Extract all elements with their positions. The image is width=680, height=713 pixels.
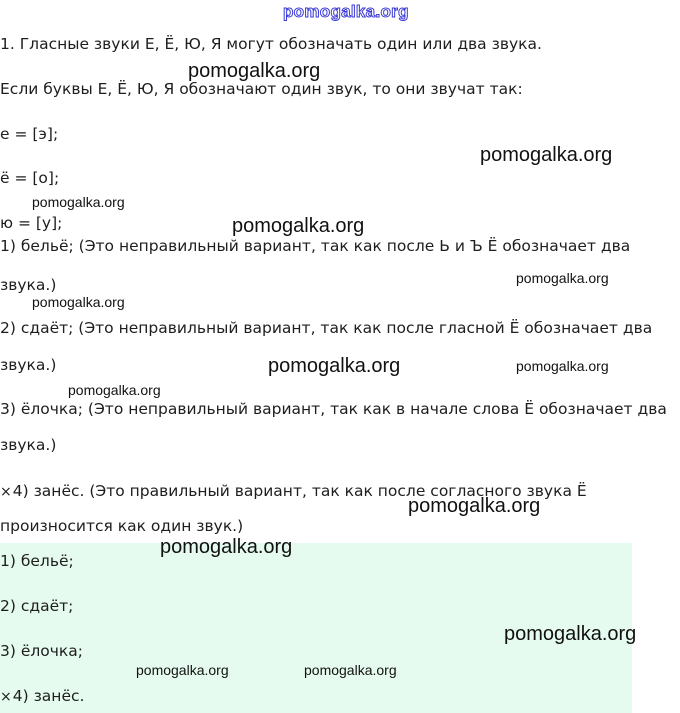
watermark: pomogalka.org [232,215,365,237]
watermark: pomogalka.org [136,662,229,678]
watermark: pomogalka.org [32,194,125,210]
watermark: pomogalka.org [516,270,609,286]
answer-option-2: 2) сдаёт; [0,597,74,615]
answer-option-4-text: 4) занёс. [12,687,85,705]
rule-e: е = [э]; [0,125,59,143]
watermark: pomogalka.org [268,355,401,377]
watermark: pomogalka.org [304,662,397,678]
cross-mark-icon: × [0,484,12,500]
answer-option-4 [0,686,84,707]
watermark: pomogalka.org [68,382,161,398]
cross-mark-icon: × [0,689,12,705]
rule-yo: ё = [о]; [0,169,60,187]
watermark: pomogalka.org [408,495,541,517]
watermark: pomogalka.org [504,623,637,645]
watermark: pomogalka.org [188,60,321,82]
option-3-explanation: 3) ёлочка; (Это неправильный вариант, так как в начале слова Ё обозначает два [0,400,667,418]
watermark: pomogalka.org [516,358,609,374]
answer-option-1: 1) бельё; [0,552,74,570]
option-1-explanation: 1) бельё; (Это неправильный вариант, так как после Ь и Ъ Ё обозначает два [0,237,631,255]
option-4-explanation-text: 4) занёс. (Это правильный вариант, так как после согласного звука Ё [12,482,587,500]
watermark: pomogalka.org [480,144,613,166]
option-2-explanation: 2) сдаёт; (Это неправильный вариант, так как после гласной Ё обозначает два [0,319,653,337]
header-watermark: pomogalka.org [283,2,409,21]
option-2-explanation-cont: звука.) [0,356,57,374]
rule-yu: ю = [у]; [0,214,63,232]
answer-option-3: 3) ёлочка; [0,642,84,660]
option-3-explanation-cont: звука.) [0,436,57,454]
watermark: pomogalka.org [160,536,293,558]
option-4-explanation-cont: произносится как один звук.) [0,517,244,535]
option-1-explanation-cont: звука.) [0,276,57,294]
rule-line: Если буквы Е, Ё, Ю, Я обозначают один звук, то они звучат так: [0,80,523,98]
intro-line: 1. Гласные звуки Е, Ё, Ю, Я могут обозначать один или два звука. [0,35,542,53]
watermark: pomogalka.org [32,294,125,310]
